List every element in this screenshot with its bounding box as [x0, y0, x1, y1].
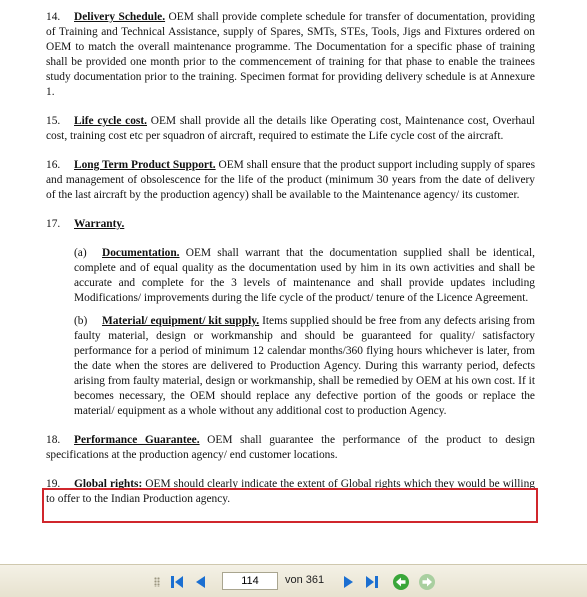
next-page-icon — [340, 574, 356, 590]
toolbar-grip-icon[interactable] — [154, 577, 160, 587]
paragraph-heading: Performance Guarantee. — [74, 434, 200, 446]
last-page-button[interactable] — [363, 573, 381, 591]
page-number-input[interactable] — [222, 572, 278, 590]
back-view-icon — [392, 573, 410, 591]
last-page-icon — [364, 574, 380, 590]
subparagraph-a — [74, 246, 535, 306]
previous-page-icon — [193, 574, 209, 590]
paragraph-number: 19. — [46, 478, 61, 490]
subparagraph-text: OEM shall warrant that the documentation supplied shall be identical, complete and of equal quality as the documentation used by him in its own activities and shall be accurate and complete for the 3 levels of maintenance and shall provide updates including Modifications/ improvements during the life cycle of the product/ tenure of the Licence Agreement. — [74, 247, 535, 304]
previous-page-button[interactable] — [192, 573, 210, 591]
first-page-icon — [169, 574, 185, 590]
paragraph-number: 15. — [46, 115, 61, 127]
paragraph-heading: Delivery Schedule. — [74, 11, 166, 23]
forward-view-icon — [418, 573, 436, 591]
subparagraph-text: Items supplied should be free from any defects arising from faulty material, design or workmanship and should be guaranteed for quality/ satisfactory performance for a period of minimum 12 calendar months/360 flying hours whichever is later, from the date when the stores are delivered to Production Agency. During this warranty period, defects arising from faulty material, design or workmanship, shall be remedied by OEM at his own cost. If it becomes necessary, the OEM should replace any defective portion of the goods or replace the material/ equipment as a whole without any additional cost to production Agency. — [74, 315, 535, 417]
paragraph-14 — [46, 10, 535, 100]
page-count-label: von 361 — [285, 574, 325, 586]
paragraph-number: 18. — [46, 434, 61, 446]
page-content — [46, 10, 535, 521]
subparagraph-heading: Documentation. — [102, 247, 180, 259]
paragraph-number: 17. — [46, 218, 61, 230]
paragraph-text: OEM shall provide all the details like Operating cost, Maintenance cost, Overhaul cost, training cost etc per squadron of aircraft, required to estimate the Life cycle cost of the aircraft. — [46, 115, 535, 142]
paragraph-text: OEM shall provide complete schedule for transfer of documentation, providing of Training and Technical Assistance, supply of Spares, SMTs, STEs, Tools, Jigs and Fixtures ordered on OEM to match the overall maintenance programme. The Documentation for a specific phase of training shall be provided one month prior to the commencement of training for that phase to enable the trainees study documentation prior to the training. Specimen format for providing delivery schedule is at Annexure 1. — [46, 11, 535, 98]
subparagraph-b — [74, 314, 535, 419]
forward-view-button[interactable] — [418, 573, 436, 591]
paragraph-number: 16. — [46, 159, 61, 171]
paragraph-heading: Life cycle cost. — [74, 115, 147, 127]
paragraph-text: OEM should clearly indicate the extent of Global rights which they would be willing to offer to the Indian Production agency. — [46, 478, 535, 505]
paragraph-16 — [46, 158, 535, 203]
paragraph-heading: Warranty. — [74, 218, 125, 230]
paragraph-heading: Long Term Product Support. — [74, 159, 216, 171]
paragraph-number: 14. — [46, 11, 61, 23]
subparagraph-label: (a) — [74, 247, 87, 259]
paragraph-18 — [46, 433, 535, 463]
next-page-button[interactable] — [339, 573, 357, 591]
paragraph-text: OEM shall guarantee the performance of the product to design specifications at the production agency/ end customer locations. — [46, 434, 535, 461]
subparagraph-label: (b) — [74, 315, 88, 327]
paragraph-heading: Global rights: — [74, 478, 143, 490]
first-page-button[interactable] — [168, 573, 186, 591]
paragraph-17 — [46, 217, 535, 232]
paragraph-text: OEM shall ensure that the product support including supply of spares and management of obsolescence for the life of the product (minimum 30 years from the date of delivery of the last aircraft by the production agency) shall be available to the Maintenance agency/ its customer. — [46, 159, 535, 201]
paragraph-15 — [46, 114, 535, 144]
subparagraph-heading: Material/ equipment/ kit supply. — [102, 315, 260, 327]
back-view-button[interactable] — [392, 573, 410, 591]
navigation-toolbar — [0, 564, 587, 597]
paragraph-19 — [46, 477, 535, 507]
